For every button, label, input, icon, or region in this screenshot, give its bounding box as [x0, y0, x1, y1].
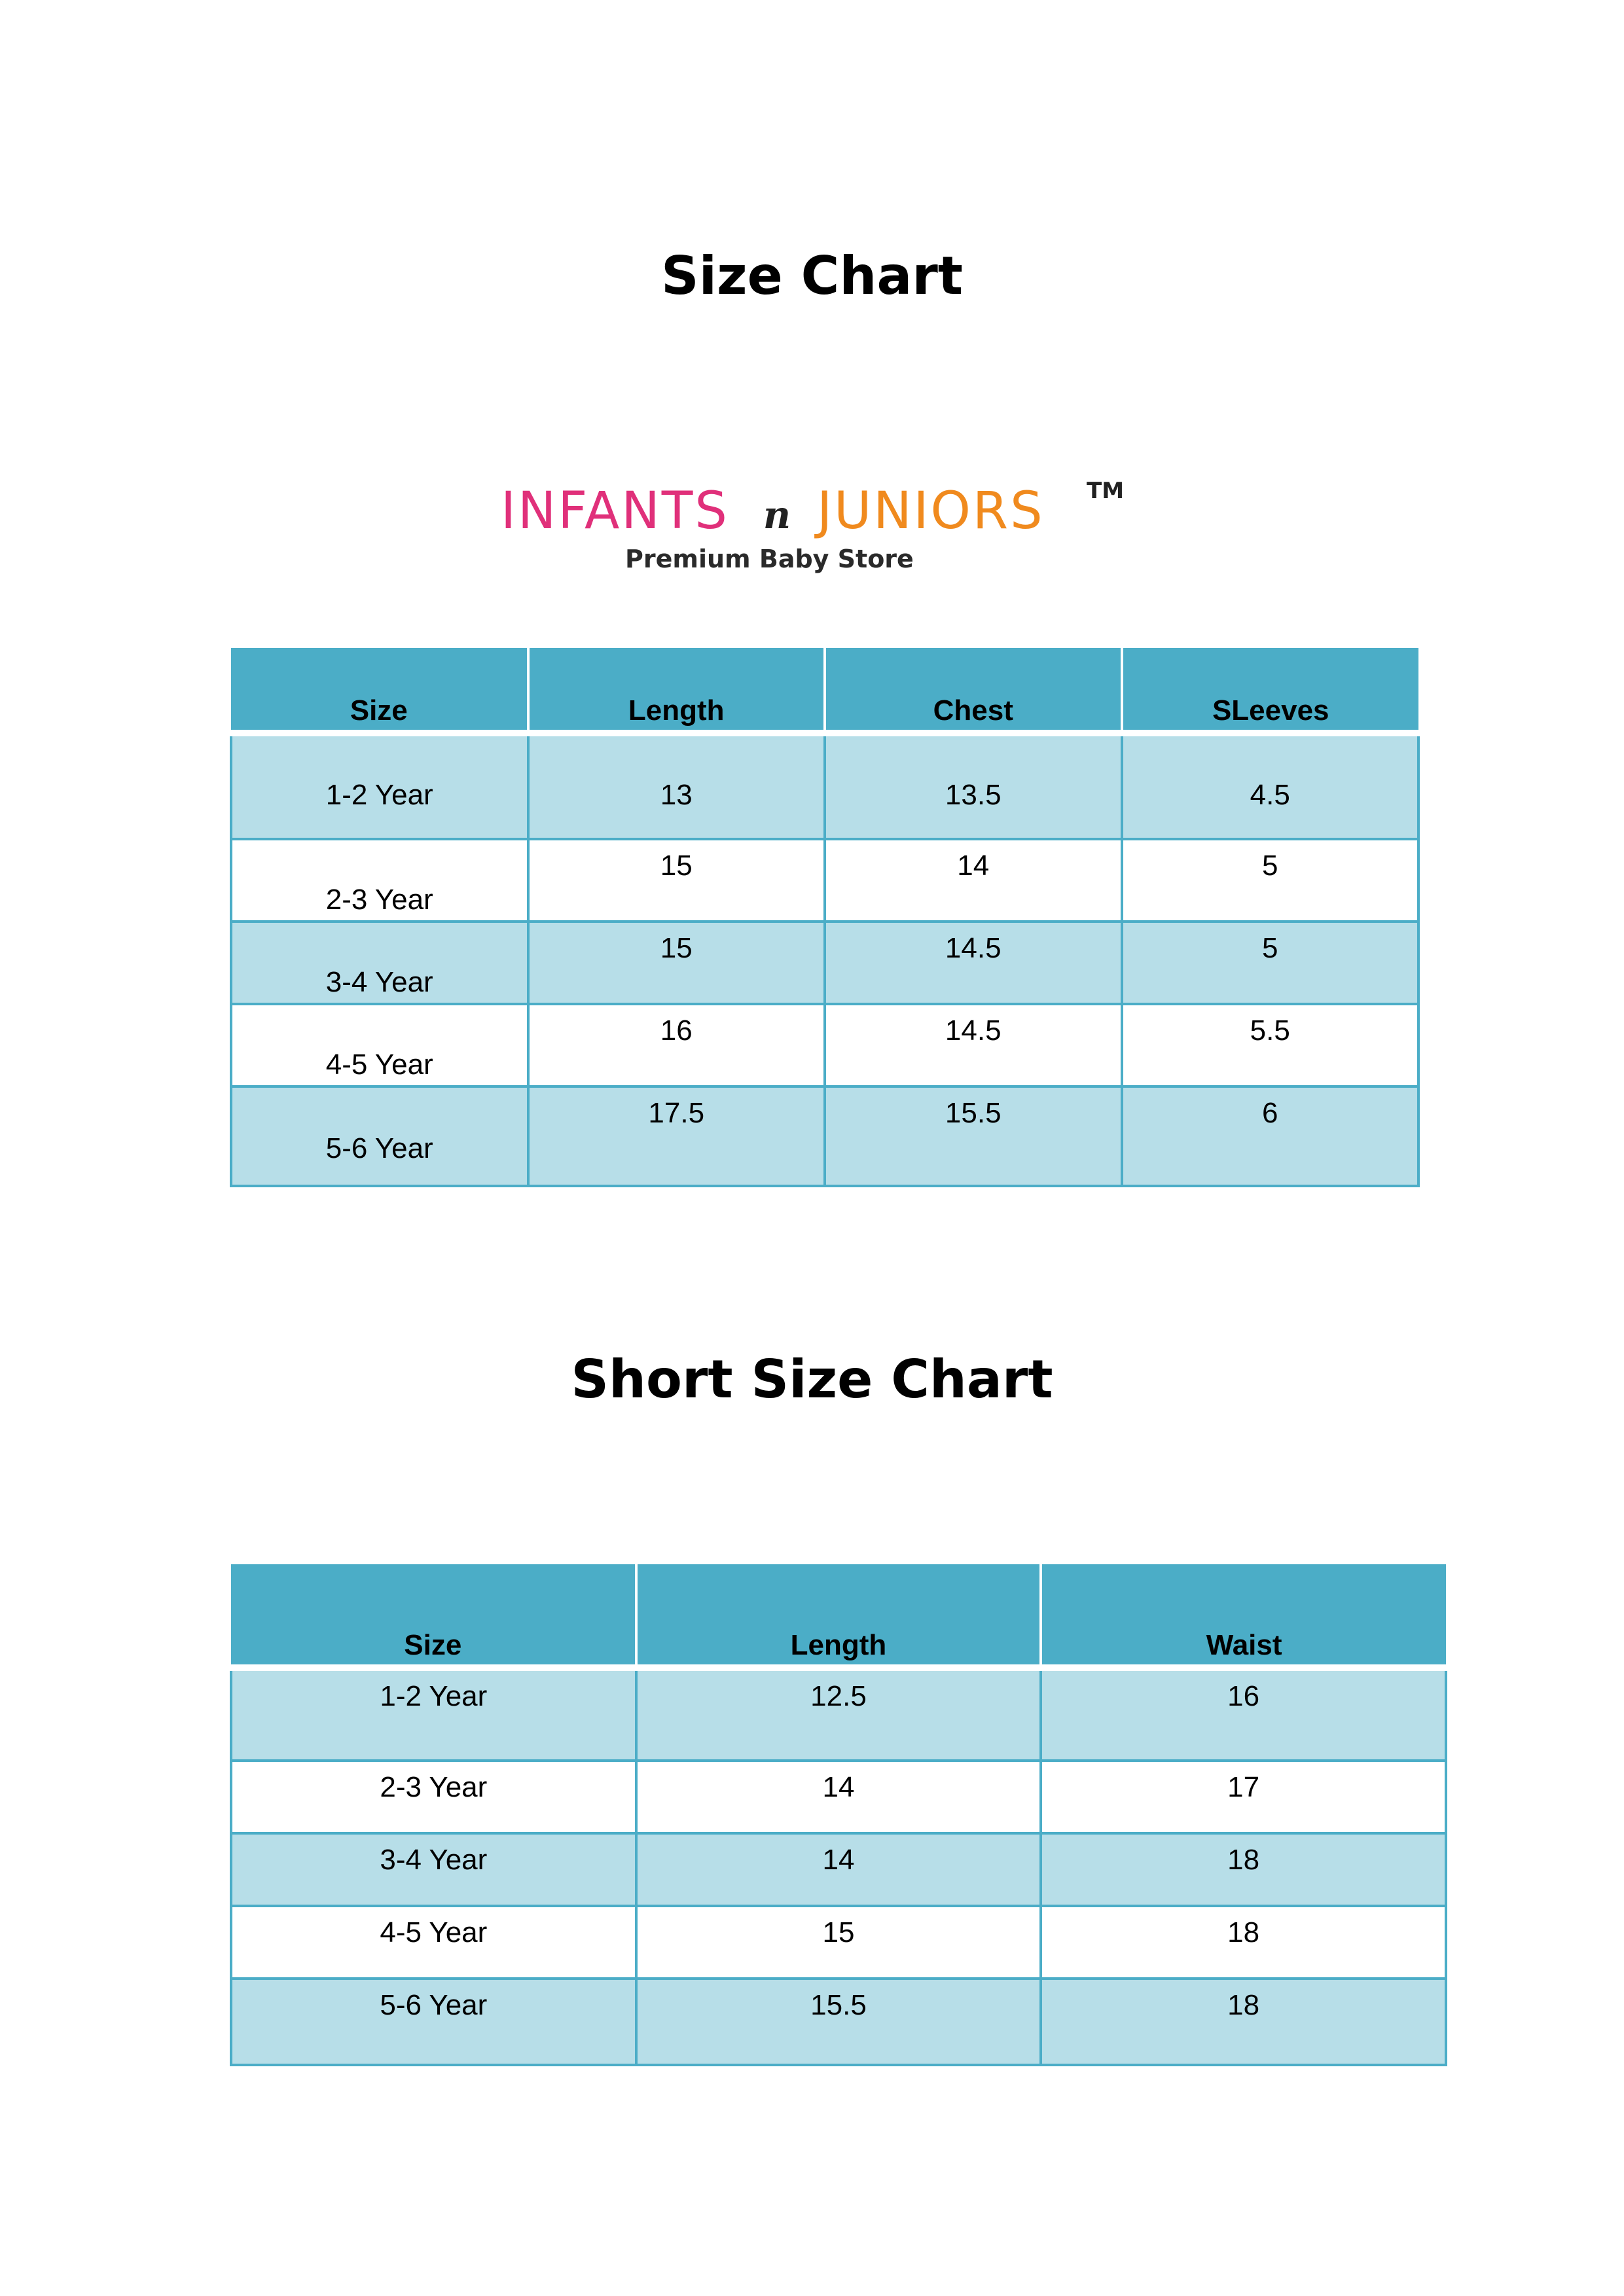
cell-sleeves: 6 — [1122, 1086, 1419, 1186]
short-size-chart-table — [230, 1564, 1447, 2066]
cell-size: 5-6 Year — [231, 1979, 636, 2065]
cell-sleeves: 5.5 — [1122, 1004, 1419, 1086]
cell-size: 3-4 Year — [231, 1833, 636, 1906]
cell-chest: 14.5 — [825, 922, 1122, 1004]
cell-sleeves: 5 — [1122, 922, 1419, 1004]
logo-trademark: TM — [1087, 478, 1125, 504]
header-waist: Waist — [1041, 1564, 1446, 1668]
header-chest: Chest — [825, 648, 1122, 733]
header-sleeves: SLeeves — [1122, 648, 1419, 733]
size-chart-title: Size Chart — [660, 245, 964, 306]
cell-size: 3-4 Year — [231, 922, 528, 1004]
header-size: Size — [231, 648, 528, 733]
logo-wordmark — [501, 482, 1045, 541]
table-row — [231, 1833, 1446, 1906]
cell-length: 15 — [528, 839, 825, 922]
cell-size: 1-2 Year — [231, 733, 528, 839]
logo-tagline: Premium Baby Store — [625, 545, 914, 573]
cell-waist: 18 — [1041, 1906, 1446, 1979]
cell-size: 2-3 Year — [231, 1761, 636, 1833]
cell-waist: 18 — [1041, 1979, 1446, 2065]
cell-size: 4-5 Year — [231, 1004, 528, 1086]
cell-waist: 18 — [1041, 1833, 1446, 1906]
cell-length: 14 — [636, 1833, 1041, 1906]
cell-length: 13 — [528, 733, 825, 839]
cell-sleeves: 5 — [1122, 839, 1419, 922]
cell-length: 12.5 — [636, 1668, 1041, 1761]
logo-juniors: JUNIORS — [817, 482, 1045, 541]
cell-size: 1-2 Year — [231, 1668, 636, 1761]
table-row — [231, 1004, 1418, 1086]
logo-n: n — [763, 493, 791, 537]
table-row — [231, 1668, 1446, 1761]
cell-length: 15 — [636, 1906, 1041, 1979]
table-row — [231, 1761, 1446, 1833]
cell-length: 14 — [636, 1761, 1041, 1833]
header-length: Length — [636, 1564, 1041, 1668]
table-row — [231, 1086, 1418, 1186]
cell-chest: 15.5 — [825, 1086, 1122, 1186]
table-header-row — [231, 648, 1418, 733]
short-size-chart-title: Short Size Chart — [571, 1349, 1053, 1410]
size-chart-table — [230, 648, 1420, 1187]
logo-infants: INFANTS — [501, 482, 729, 541]
cell-length: 15 — [528, 922, 825, 1004]
table-row — [231, 1979, 1446, 2065]
cell-waist: 16 — [1041, 1668, 1446, 1761]
cell-chest: 14 — [825, 839, 1122, 922]
cell-length: 15.5 — [636, 1979, 1041, 2065]
brand-logo — [501, 471, 1129, 589]
cell-size: 2-3 Year — [231, 839, 528, 922]
table-row — [231, 922, 1418, 1004]
header-size: Size — [231, 1564, 636, 1668]
cell-size: 5-6 Year — [231, 1086, 528, 1186]
cell-sleeves: 4.5 — [1122, 733, 1419, 839]
cell-chest: 13.5 — [825, 733, 1122, 839]
table-row — [231, 1906, 1446, 1979]
cell-chest: 14.5 — [825, 1004, 1122, 1086]
table-row — [231, 839, 1418, 922]
table-header-row — [231, 1564, 1446, 1668]
cell-waist: 17 — [1041, 1761, 1446, 1833]
table-row — [231, 733, 1418, 839]
header-length: Length — [528, 648, 825, 733]
cell-length: 17.5 — [528, 1086, 825, 1186]
cell-size: 4-5 Year — [231, 1906, 636, 1979]
cell-length: 16 — [528, 1004, 825, 1086]
